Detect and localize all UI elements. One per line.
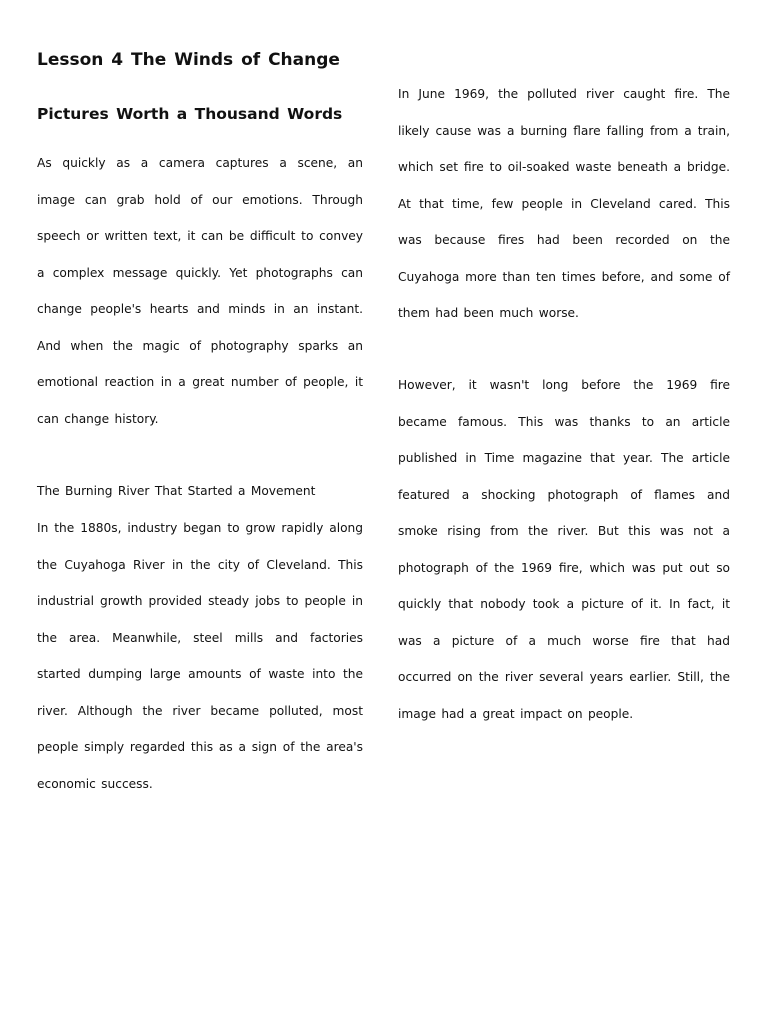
fire-paragraph: In June 1969, the polluted river caught fire. The likely cause was a burning flare falling from a train, which set fire to oil-soaked waste beneath a bridge. At that time, few people in Cleveland cared. This was because fires had been recorded on the Cuyahoga more than ten times before, and some of them had been much worse.	[398, 87, 730, 320]
magazine-paragraph: However, it wasn't long before the 1969 fire became famous. This was thanks to an article published in Time magazine that year. The article featured a shocking photograph of flames and smoke rising from the river. But this was not a photograph of the 1969 fire, which was put out so quickly that nobody took a picture of it. In fact, it was a picture of a much worse fire that had occurred on the river several years earlier. Still, the image had a great impact on people.	[398, 378, 730, 721]
subheading: The Burning River That Started a Movement	[37, 484, 316, 498]
intro-paragraph: As quickly as a camera captures a scene, an image can grab hold of our emotions. Through speech or written text, it can be difficult to convey a complex message quickly. Yet photographs can change people's hearts and minds in an instant. And when the magic of photography sparks an emotional reaction in a great number of people, it can change history.	[37, 156, 363, 426]
section-title: Pictures Worth a Thousand Words	[37, 105, 343, 123]
lesson-title: Lesson 4 The Winds of Change	[37, 50, 340, 70]
industry-paragraph: In the 1880s, industry began to grow rapidly along the Cuyahoga River in the city of Cleveland. This industrial growth provided steady jobs to people in the area. Meanwhile, steel mills and factories started dumping large amounts of waste into the river. Although the river became polluted, most people simply regarded this as a sign of the area's economic success.	[37, 521, 363, 791]
